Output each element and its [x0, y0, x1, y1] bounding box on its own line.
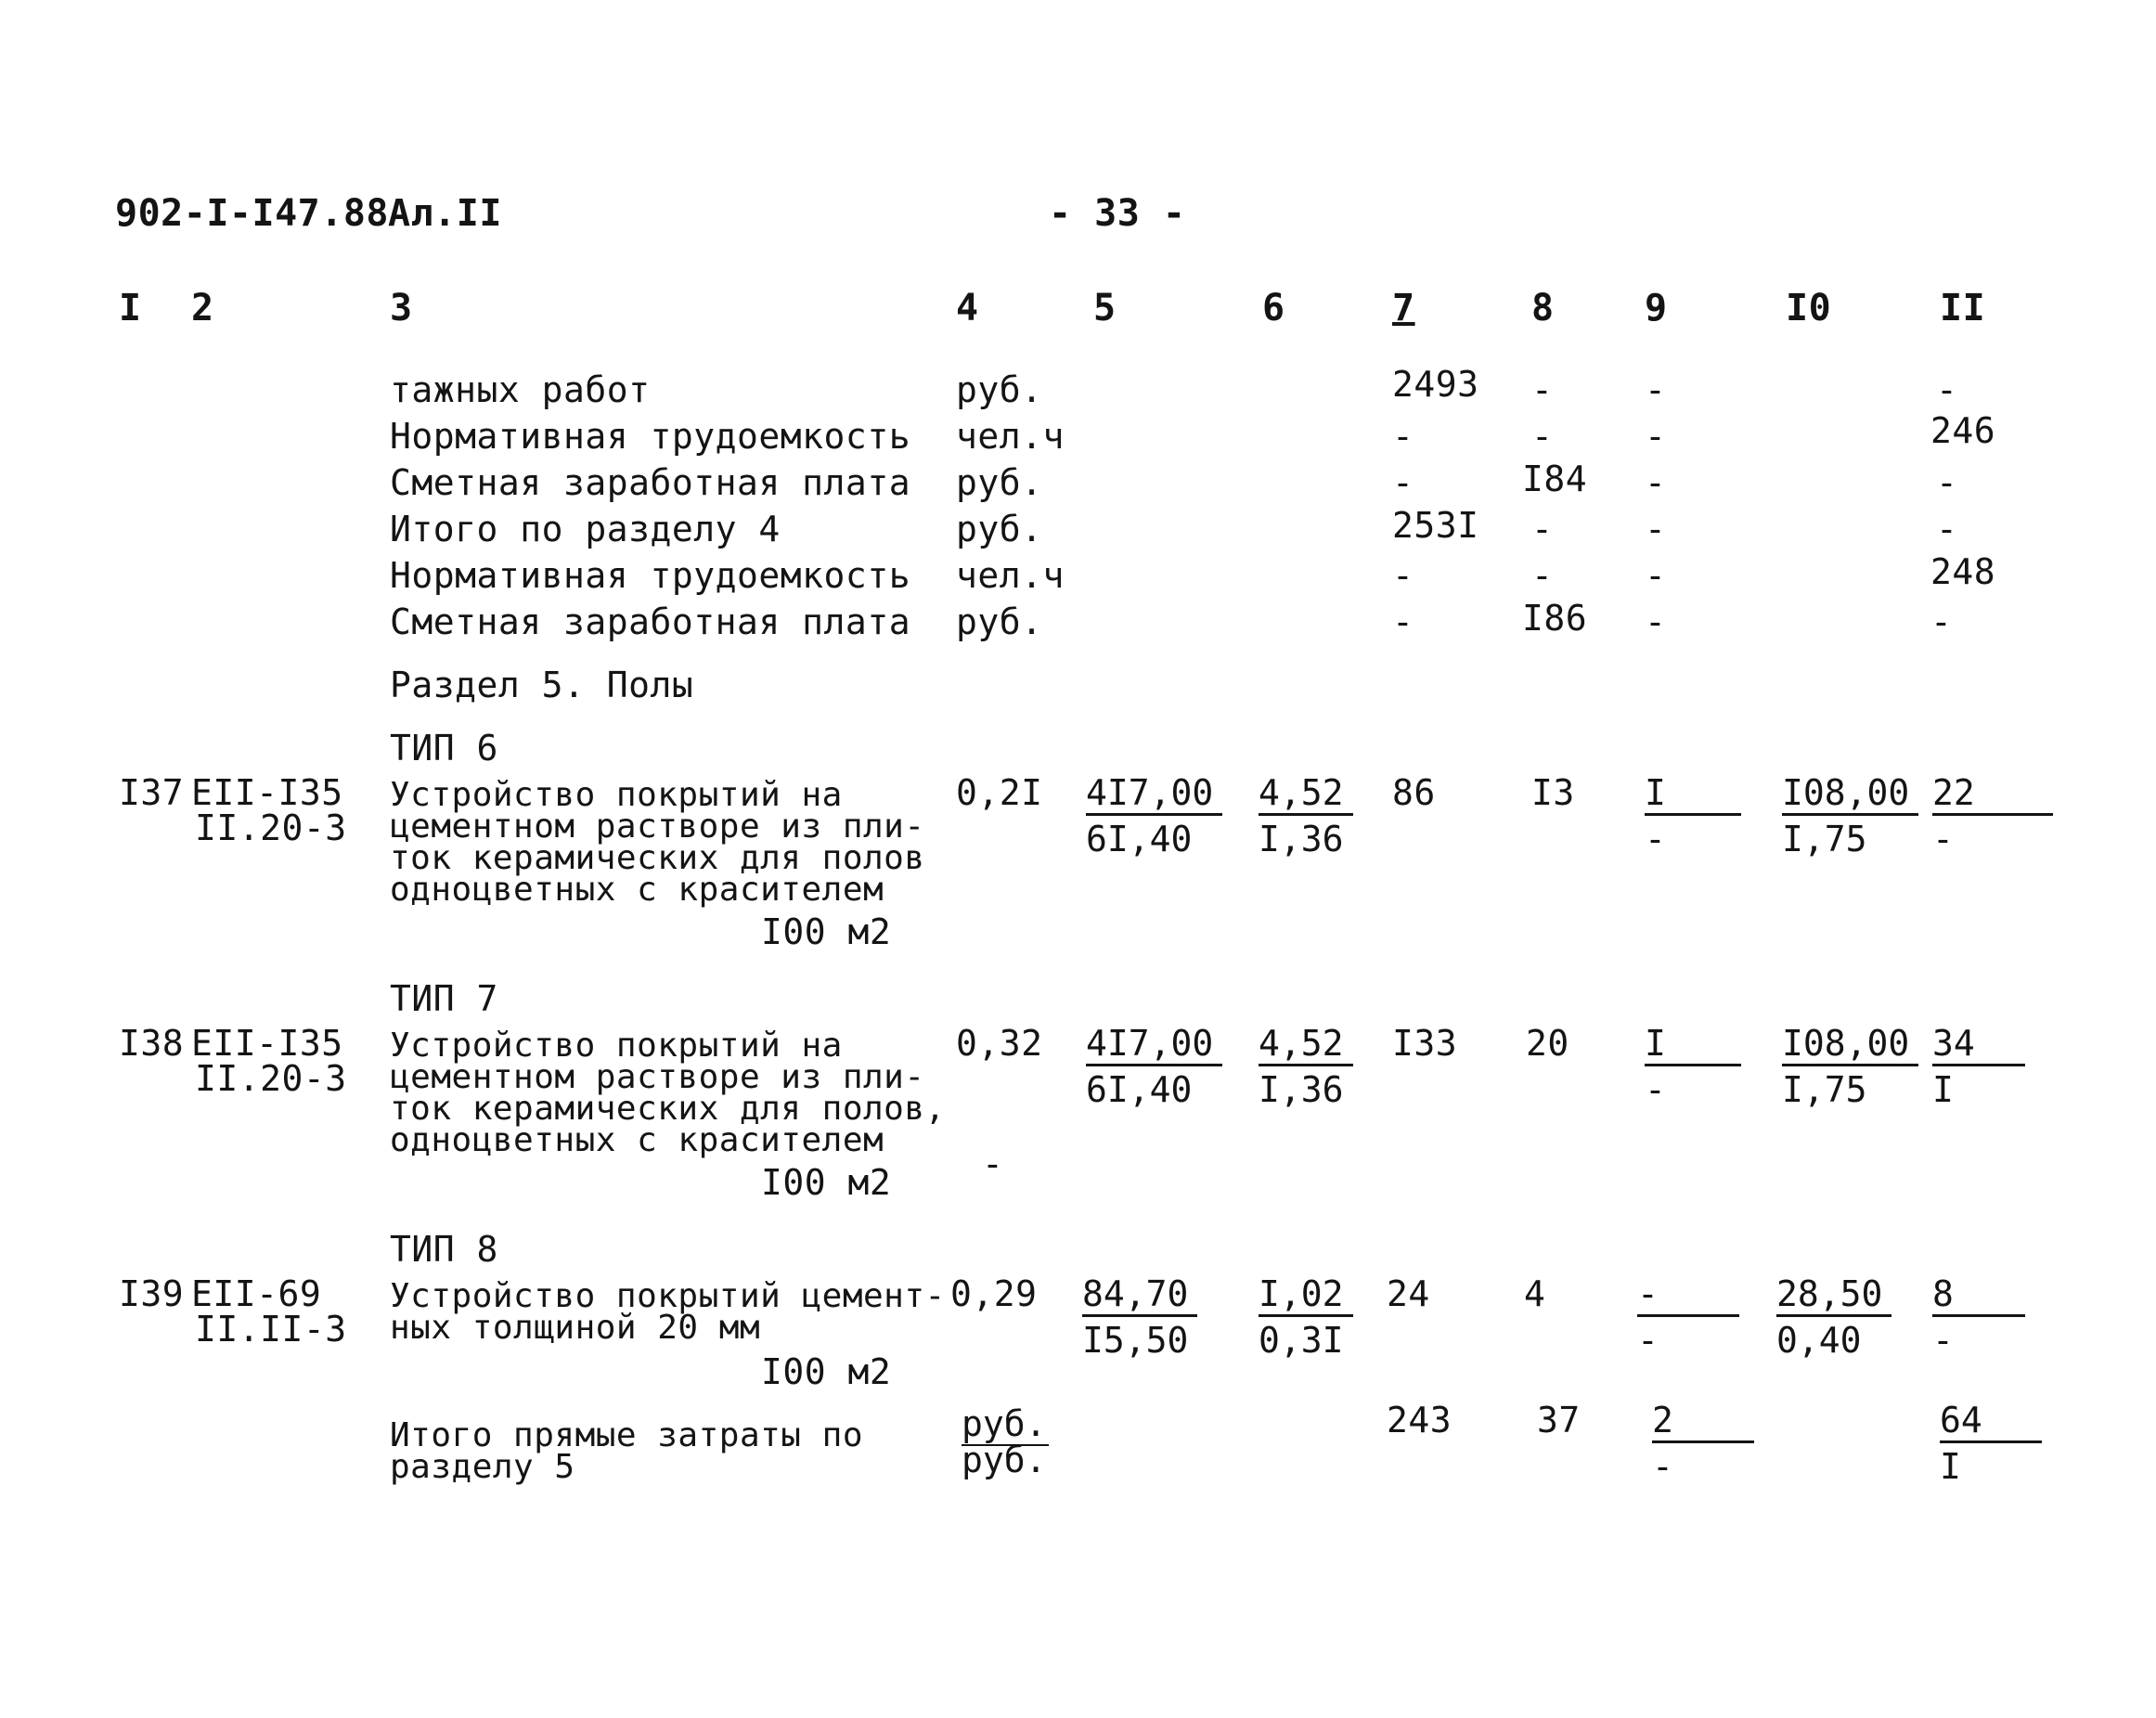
- total-col7: 243: [1387, 1400, 1452, 1440]
- col6-bottom: I,36: [1259, 1069, 1344, 1110]
- col11-fraction: [1932, 1023, 2025, 1110]
- row-col11: -: [1930, 601, 1953, 642]
- type-label: ТИП 7: [390, 978, 498, 1019]
- col-header-3: 3: [390, 287, 413, 329]
- row-col11: -: [1936, 462, 1958, 503]
- col5-fraction: [1086, 1023, 1222, 1110]
- row-unit: руб.: [956, 369, 1043, 410]
- item-col7: 24: [1387, 1273, 1430, 1314]
- row-col8: -: [1531, 369, 1554, 410]
- row-unit: руб.: [956, 601, 1043, 642]
- type-label: ТИП 8: [390, 1229, 498, 1270]
- row-name: Сметная заработная плата: [390, 462, 911, 503]
- type-label: ТИП 6: [390, 728, 498, 769]
- total-col11-top: 64: [1940, 1400, 2042, 1443]
- col-header-8: 8: [1531, 287, 1555, 329]
- item-col7: I33: [1392, 1023, 1458, 1064]
- row-col9: -: [1645, 462, 1667, 503]
- col11-fraction: [1932, 1273, 2025, 1361]
- album-label: Ал.II: [388, 192, 502, 235]
- item-quantity: 0,2I: [956, 772, 1043, 813]
- col11-fraction: [1932, 772, 2053, 857]
- item-code: EII-I35: [191, 772, 343, 813]
- row-name: Нормативная трудоемкость: [390, 555, 911, 596]
- row-name: Нормативная трудоемкость: [390, 416, 911, 457]
- doc-code: 902-I-I47.88: [115, 192, 389, 235]
- item-col8: 4: [1524, 1273, 1546, 1314]
- row-col7: -: [1392, 416, 1414, 457]
- col11-bottom: -: [1932, 819, 1954, 859]
- col5-bottom: 6I,40: [1086, 819, 1193, 859]
- row-name: Сметная заработная плата: [390, 601, 911, 642]
- col6-fraction: [1259, 1273, 1353, 1361]
- col10-top: I08,00: [1782, 1023, 1918, 1066]
- col-header-1: I: [119, 287, 142, 329]
- item-subcode: II.II-3: [195, 1309, 347, 1350]
- item-description: Устройство покрытий цемент- ных толщиной 20 мм: [390, 1277, 946, 1347]
- col-header-4: 4: [956, 287, 979, 329]
- item-description: Устройство покрытий на цементном растворе из пли- ток керамических для полов одноцветных с красителем: [390, 776, 925, 909]
- col9-top: I: [1645, 1023, 1741, 1066]
- row-col11: 246: [1930, 410, 1996, 451]
- item-quantity-extra: -: [982, 1143, 1004, 1184]
- total-col9-bottom: -: [1652, 1446, 1673, 1487]
- section-title: Раздел 5. Полы: [390, 665, 694, 705]
- col-header-11: II: [1940, 287, 1986, 329]
- total-unit: [962, 1403, 1049, 1478]
- total-col8: 37: [1537, 1400, 1581, 1440]
- row-col7: -: [1392, 462, 1414, 503]
- col9-bottom: -: [1637, 1320, 1659, 1361]
- row-name: Итого по разделу 4: [390, 509, 781, 549]
- col11-top: 34: [1932, 1023, 2025, 1066]
- col9-bottom: -: [1645, 1069, 1666, 1110]
- item-code: EII-69: [191, 1273, 322, 1314]
- col6-bottom: I,36: [1259, 819, 1344, 859]
- item-number: I39: [119, 1273, 185, 1314]
- col-header-5: 5: [1093, 287, 1117, 329]
- col5-top: 84,70: [1082, 1273, 1197, 1317]
- total-col11-bottom: I: [1940, 1446, 1961, 1487]
- total-name: Итого прямые затраты по разделу 5: [390, 1416, 863, 1486]
- item-quantity: 0,32: [956, 1023, 1043, 1064]
- col9-fraction: [1637, 1273, 1739, 1361]
- col11-bottom: -: [1932, 1320, 1954, 1361]
- col10-bottom: I,75: [1782, 1069, 1867, 1110]
- total-col11-fraction: [1940, 1400, 2042, 1487]
- col5-fraction: [1086, 772, 1222, 857]
- col5-top: 4I7,00: [1086, 1023, 1222, 1066]
- item-unit: I00 м2: [761, 1162, 892, 1203]
- col5-bottom: 6I,40: [1086, 1069, 1193, 1110]
- col-header-2: 2: [191, 287, 214, 329]
- col9-fraction: [1645, 772, 1741, 857]
- row-col11: -: [1936, 369, 1958, 410]
- page-number: - 33 -: [1049, 192, 1186, 235]
- row-col8: -: [1531, 416, 1554, 457]
- col-header-9: 9: [1645, 287, 1668, 329]
- row-col9: -: [1645, 509, 1667, 549]
- col5-top: 4I7,00: [1086, 772, 1222, 816]
- row-col9: -: [1645, 555, 1667, 596]
- row-col9: -: [1645, 369, 1667, 410]
- col10-fraction: [1776, 1273, 1891, 1361]
- row-col7: 253I: [1392, 505, 1479, 546]
- row-col8: I84: [1522, 459, 1588, 499]
- col5-bottom: I5,50: [1082, 1320, 1189, 1361]
- row-unit: руб.: [956, 462, 1043, 503]
- col10-top: I08,00: [1782, 772, 1918, 816]
- row-name: тажных работ: [390, 369, 651, 410]
- col-header-6: 6: [1262, 287, 1285, 329]
- row-unit: чел.ч: [956, 555, 1065, 596]
- item-subcode: II.20-3: [195, 807, 347, 848]
- col9-fraction: [1645, 1023, 1741, 1110]
- row-col11: 248: [1930, 551, 1996, 592]
- col11-top: 8: [1932, 1273, 2025, 1317]
- item-code: EII-I35: [191, 1023, 343, 1064]
- col11-top: 22: [1932, 772, 2053, 816]
- row-col8: I86: [1522, 598, 1588, 639]
- col-header-10: I0: [1786, 287, 1832, 329]
- col11-bottom: I: [1932, 1069, 1954, 1110]
- row-col11: -: [1936, 509, 1958, 549]
- col10-bottom: 0,40: [1776, 1320, 1862, 1361]
- col9-top: -: [1637, 1273, 1739, 1317]
- item-unit: I00 м2: [761, 1351, 892, 1392]
- item-col8: 20: [1526, 1023, 1569, 1064]
- total-col9-top: 2: [1652, 1400, 1754, 1443]
- total-unit-bottom: руб.: [962, 1440, 1047, 1480]
- item-col8: I3: [1531, 772, 1575, 813]
- item-unit: I00 м2: [761, 911, 892, 952]
- row-col9: -: [1645, 416, 1667, 457]
- item-number: I37: [119, 772, 185, 813]
- col6-top: 4,52: [1259, 1023, 1353, 1066]
- row-col8: -: [1531, 555, 1554, 596]
- row-col7: -: [1392, 555, 1414, 596]
- col9-top: I: [1645, 772, 1741, 816]
- col6-top: 4,52: [1259, 772, 1353, 816]
- col-header-7: 7: [1392, 287, 1415, 329]
- col10-fraction: [1782, 772, 1918, 857]
- row-col7: 2493: [1392, 364, 1479, 405]
- item-number: I38: [119, 1023, 185, 1064]
- col6-fraction: [1259, 1023, 1353, 1110]
- item-description: Устройство покрытий на цементном растворе из пли- ток керамических для полов, одноцветных с красителем: [390, 1027, 946, 1159]
- row-unit: руб.: [956, 509, 1043, 549]
- item-col7: 86: [1392, 772, 1436, 813]
- col5-fraction: [1082, 1273, 1197, 1361]
- col9-bottom: -: [1645, 819, 1666, 859]
- total-col9-fraction: [1652, 1400, 1754, 1487]
- item-quantity: 0,29: [950, 1273, 1038, 1314]
- row-col9: -: [1645, 601, 1667, 642]
- row-col7: -: [1392, 601, 1414, 642]
- col10-bottom: I,75: [1782, 819, 1867, 859]
- col10-top: 28,50: [1776, 1273, 1891, 1317]
- col6-fraction: [1259, 772, 1353, 857]
- total-unit-top: руб.: [962, 1403, 1047, 1444]
- row-col8: -: [1531, 509, 1554, 549]
- col6-bottom: 0,3I: [1259, 1320, 1344, 1361]
- item-subcode: II.20-3: [195, 1058, 347, 1099]
- col6-top: I,02: [1259, 1273, 1353, 1317]
- col10-fraction: [1782, 1023, 1918, 1110]
- row-unit: чел.ч: [956, 416, 1065, 457]
